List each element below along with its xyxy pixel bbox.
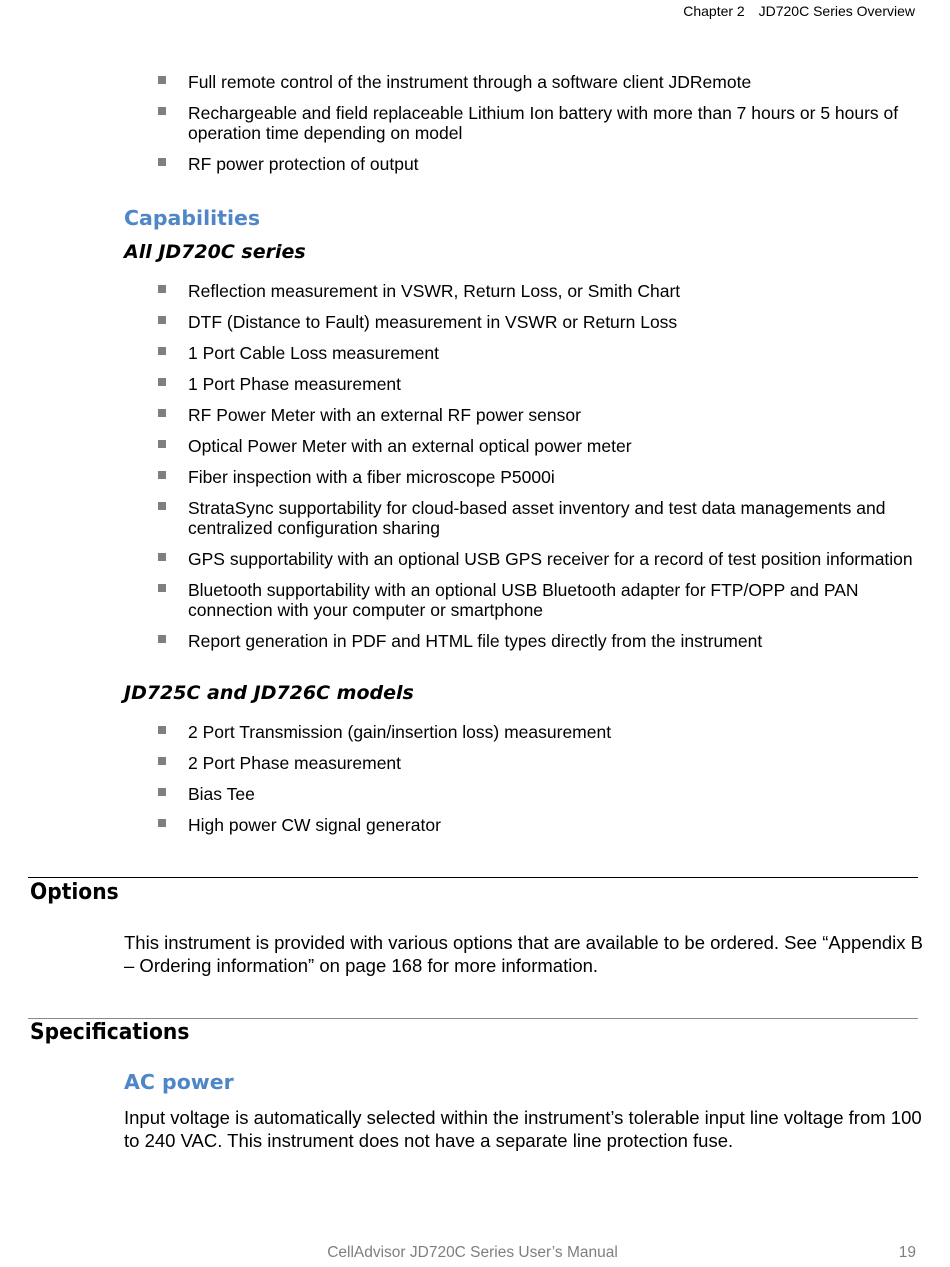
section-divider	[28, 1018, 918, 1019]
list-item: StrataSync supportability for cloud-based asset inventory and test data managements and centralized configuration sharing	[158, 498, 928, 538]
ac-power-paragraph: Input voltage is automatically selected within the instrument’s tolerable input line voltage from 100 to 240 VAC. This instrument does not have a separate line protection fuse.	[124, 1107, 922, 1151]
list-item: Optical Power Meter with an external optical power meter	[158, 436, 928, 456]
list-item: Fiber inspection with a fiber microscope P5000i	[158, 467, 928, 487]
footer-manual-title: CellAdvisor JD720C Series User’s Manual	[327, 1244, 618, 1261]
list-item: DTF (Distance to Fault) measurement in VSWR or Return Loss	[158, 312, 928, 332]
list-item: Rechargeable and field replaceable Lithium Ion battery with more than 7 hours or 5 hours of operation time depending on model	[158, 103, 928, 143]
bullet-square-icon	[158, 726, 166, 734]
bullet-square-icon	[158, 553, 166, 561]
bullet-square-icon	[158, 76, 166, 84]
header-chapter: Chapter 2	[683, 3, 745, 19]
bullet-square-icon	[158, 757, 166, 765]
bullet-square-icon	[158, 316, 166, 324]
list-item: 1 Port Cable Loss measurement	[158, 343, 928, 363]
list-item: GPS supportability with an optional USB GPS receiver for a record of test position information	[158, 549, 928, 569]
bullet-square-icon	[158, 502, 166, 510]
models-heading: JD725C and JD726C models	[124, 682, 414, 704]
list-item: 2 Port Phase measurement	[158, 753, 928, 773]
all-series-capability-list	[158, 281, 928, 662]
page-number: 19	[898, 1244, 916, 1261]
bullet-square-icon	[158, 347, 166, 355]
bullet-square-icon	[158, 409, 166, 417]
bullet-square-icon	[158, 819, 166, 827]
all-series-heading: All JD720C series	[124, 241, 306, 263]
bullet-square-icon	[158, 788, 166, 796]
list-item: High power CW signal generator	[158, 815, 928, 835]
ac-power-heading: AC power	[124, 1070, 234, 1094]
section-divider	[28, 877, 918, 878]
list-item: Bias Tee	[158, 784, 928, 804]
options-paragraph: This instrument is provided with various options that are available to be ordered. See “Appendix B – Ordering information” on page 168 for more information.	[124, 932, 924, 976]
capabilities-heading: Capabilities	[124, 206, 261, 230]
list-item: Report generation in PDF and HTML file types directly from the instrument	[158, 631, 928, 651]
list-item: 2 Port Transmission (gain/insertion loss) measurement	[158, 722, 928, 742]
models-capability-list	[158, 722, 928, 846]
options-heading: Options	[30, 880, 119, 905]
header-section-title: JD720C Series Overview	[758, 3, 915, 19]
list-item: Bluetooth supportability with an optional USB Bluetooth adapter for FTP/OPP and PAN connection with your computer or smartphone	[158, 580, 928, 620]
bullet-square-icon	[158, 584, 166, 592]
bullet-square-icon	[158, 107, 166, 115]
specifications-heading: Specifications	[30, 1020, 190, 1045]
bullet-square-icon	[158, 471, 166, 479]
bullet-square-icon	[158, 378, 166, 386]
list-item: Reflection measurement in VSWR, Return Loss, or Smith Chart	[158, 281, 928, 301]
bullet-square-icon	[158, 635, 166, 643]
bullet-square-icon	[158, 440, 166, 448]
list-item: RF Power Meter with an external RF power sensor	[158, 405, 928, 425]
bullet-square-icon	[158, 285, 166, 293]
running-header	[683, 3, 915, 19]
bullet-square-icon	[158, 158, 166, 166]
list-item: Full remote control of the instrument through a software client JDRemote	[158, 72, 928, 92]
list-item: RF power protection of output	[158, 154, 928, 174]
list-item: 1 Port Phase measurement	[158, 374, 928, 394]
feature-list	[158, 72, 928, 185]
